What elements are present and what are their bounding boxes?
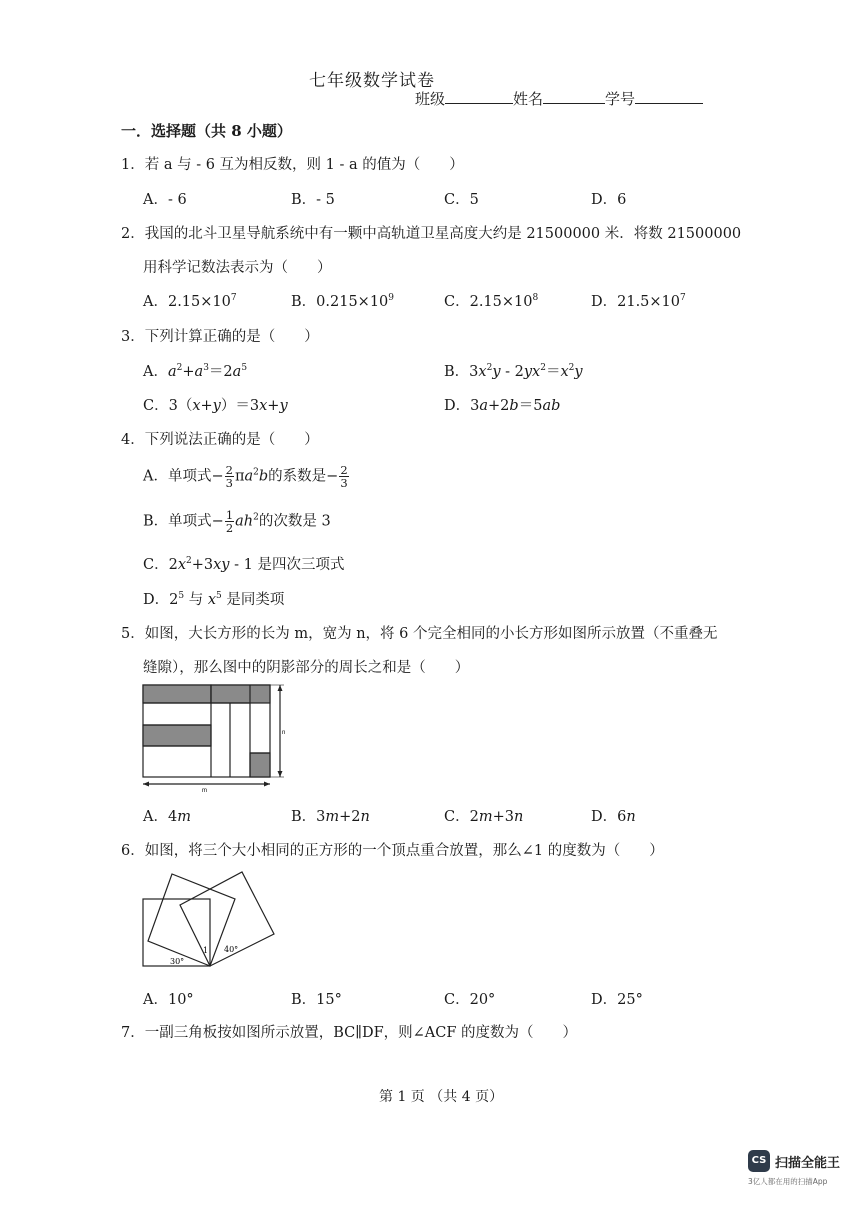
- exam-title: 七年级数学试卷: [309, 71, 435, 91]
- q5-option-b[interactable]: B．3m+2n: [291, 809, 370, 825]
- q6-fig-angle-40: 40°: [224, 945, 239, 954]
- q6-option-b[interactable]: B．15°: [291, 992, 342, 1008]
- q3-stem: 3．下列计算正确的是（ ）: [121, 329, 319, 345]
- q4-option-b[interactable]: B．单项式− $\frac{1}{2}$ $ah^2$的次数是 3: [143, 508, 331, 535]
- class-blank[interactable]: [445, 89, 513, 104]
- q1-stem: 1．若 a 与 - 6 互为相反数，则 1 - a 的值为（ ）: [121, 157, 464, 173]
- name-label: 姓名: [513, 90, 544, 108]
- q3-option-c[interactable]: C．3（x+y）＝3x+y: [143, 398, 288, 414]
- q4-option-a[interactable]: A．单项式− $\frac{2}{3}$ $\pi a^2b$的系数是− $\frac{2}{3}$: [143, 463, 348, 490]
- q6-option-d[interactable]: D．25°: [591, 992, 643, 1008]
- scanner-name: 扫描全能王: [775, 1156, 841, 1171]
- q7-stem: 7．一副三角板按如图所示放置，BC∥DF，则∠ACF 的度数为（ ）: [121, 1025, 578, 1041]
- q6-squares-figure: [140, 864, 280, 970]
- q1-option-a[interactable]: A．- 6: [143, 192, 187, 208]
- q2-option-a[interactable]: A．$2.15\times 10^7$: [143, 293, 237, 310]
- scanner-logo-icon: CS: [748, 1150, 770, 1172]
- q6-fig-angle-30: 30°: [170, 957, 185, 966]
- scanner-tagline: 3亿人都在用的扫描App: [748, 1177, 828, 1186]
- q4-stem: 4．下列说法正确的是（ ）: [121, 432, 319, 448]
- page-footer: 第 1 页 （共 4 页）: [379, 1089, 504, 1105]
- q5-option-a[interactable]: A．4m: [143, 809, 191, 825]
- q2-stem-line1: 2．我国的北斗卫星导航系统中有一颗中高轨道卫星高度大约是 21500000 米．将数 21500000: [121, 226, 742, 242]
- q5-option-d[interactable]: D．6n: [591, 809, 636, 825]
- q2-option-d[interactable]: D．$21.5\times 10^7$: [591, 293, 686, 310]
- q2-option-b[interactable]: B．$0.215\times 10^9$: [291, 293, 395, 310]
- section-title: 一．选择题（共 8 小题）: [121, 122, 292, 140]
- q1-option-c[interactable]: C．5: [444, 192, 479, 208]
- q3-option-b[interactable]: B．$3x^2y - 2yx^2=x^2y$: [444, 363, 583, 380]
- q2-stem-line2: 用科学记数法表示为（ ）: [143, 260, 332, 276]
- q6-stem: 6．如图，将三个大小相同的正方形的一个顶点重合放置，那么∠1 的度数为（ ）: [121, 843, 664, 859]
- name-blank[interactable]: [543, 89, 605, 104]
- q5-rectangle-figure: [138, 682, 290, 794]
- q5-fig-label-m: m: [202, 788, 207, 794]
- q1-option-d[interactable]: D．6: [591, 192, 627, 208]
- student-info-line: [415, 88, 703, 109]
- q5-option-c[interactable]: C．2m+3n: [444, 809, 524, 825]
- q1-option-b[interactable]: B．- 5: [291, 192, 335, 208]
- q3-option-d[interactable]: D．3a+2b＝5ab: [444, 398, 561, 414]
- id-label: 学号: [605, 90, 636, 108]
- q2-option-c[interactable]: C．$2.15\times 10^8$: [444, 293, 539, 310]
- q3-option-a[interactable]: A．$a^2+a^3=2a^5$: [143, 363, 248, 380]
- id-blank[interactable]: [635, 89, 703, 104]
- q5-fig-label-n: n: [282, 730, 286, 736]
- class-label: 班级: [415, 90, 446, 108]
- q4-option-d[interactable]: D．$2^5$ 与 $x^5$ 是同类项: [143, 591, 285, 608]
- q5-stem-line2: 缝隙），那么图中的阴影部分的周长之和是（ ）: [143, 660, 470, 676]
- q5-stem-line1: 5．如图，大长方形的长为 m，宽为 n，将 6 个完全相同的小长方形如图所示放置（不重叠无: [121, 626, 718, 642]
- q6-option-c[interactable]: C．20°: [444, 992, 496, 1008]
- q4-option-c[interactable]: C．$2x^2+3xy - 1$ 是四次三项式: [143, 556, 345, 573]
- q6-option-a[interactable]: A．10°: [143, 992, 194, 1008]
- q6-fig-angle-1: 1: [203, 946, 209, 955]
